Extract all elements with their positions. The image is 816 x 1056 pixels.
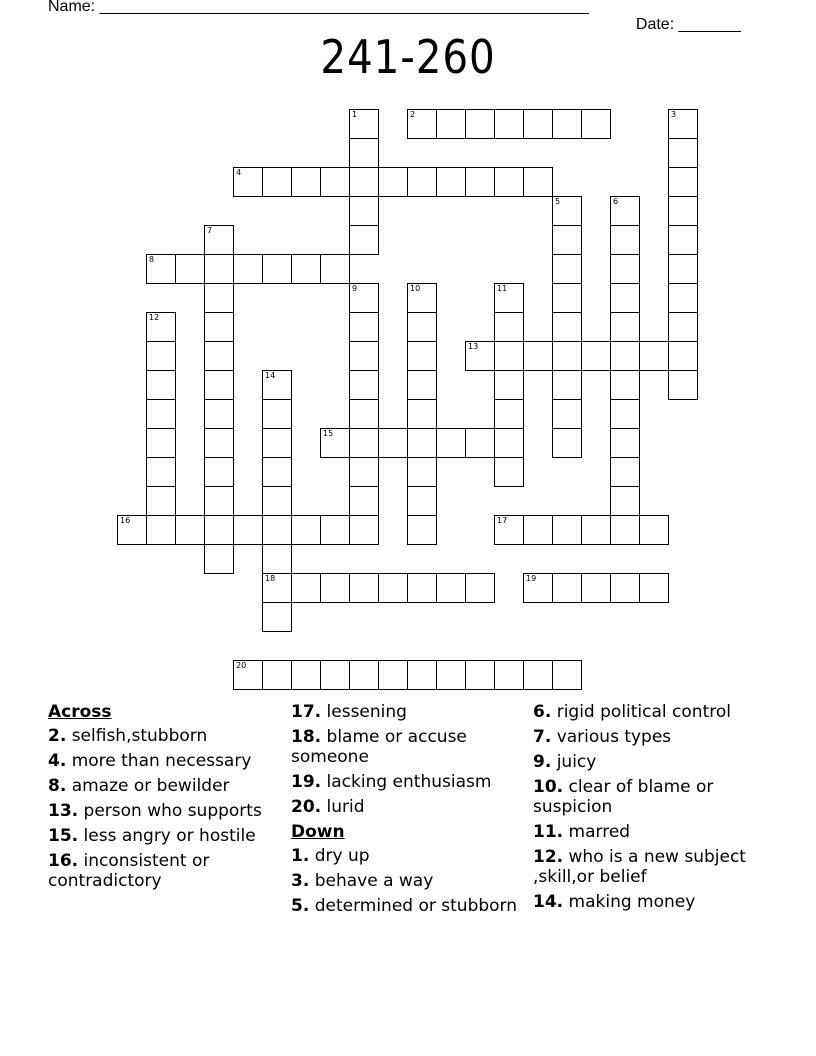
grid-cell[interactable] <box>204 225 234 255</box>
grid-cell[interactable] <box>581 109 611 139</box>
grid-cell[interactable] <box>465 660 495 690</box>
grid-cell[interactable] <box>175 515 205 545</box>
grid-cell[interactable] <box>610 486 640 516</box>
grid-cell[interactable] <box>552 660 582 690</box>
grid-cell[interactable] <box>668 341 698 371</box>
grid-cell[interactable] <box>407 428 437 458</box>
grid-cell[interactable] <box>349 283 379 313</box>
grid-cell[interactable] <box>146 370 176 400</box>
grid-cell[interactable] <box>349 196 379 226</box>
grid-cell[interactable] <box>668 370 698 400</box>
clues-column-1 <box>48 702 288 896</box>
grid-cell[interactable] <box>668 167 698 197</box>
clue-number: 7 <box>207 226 213 235</box>
grid-cell[interactable] <box>349 109 379 139</box>
grid-cell[interactable] <box>262 254 292 284</box>
grid-cell[interactable] <box>523 573 553 603</box>
grid-cell[interactable] <box>320 573 350 603</box>
grid-cell[interactable] <box>146 515 176 545</box>
grid-cell[interactable] <box>320 660 350 690</box>
grid-cell[interactable] <box>146 341 176 371</box>
grid-cell[interactable] <box>320 515 350 545</box>
grid-cell[interactable] <box>146 399 176 429</box>
grid-cell[interactable] <box>523 341 553 371</box>
clue-down-1: 1. dry up <box>291 846 370 866</box>
grid-cell[interactable] <box>204 544 234 574</box>
grid-cell[interactable] <box>552 225 582 255</box>
grid-cell[interactable] <box>204 486 234 516</box>
clue-number: 17 <box>497 516 508 525</box>
grid-cell[interactable] <box>349 312 379 342</box>
grid-cell[interactable] <box>349 341 379 371</box>
grid-cell[interactable] <box>494 515 524 545</box>
grid-cell[interactable] <box>204 515 234 545</box>
grid-cell[interactable] <box>465 428 495 458</box>
grid-cell[interactable] <box>407 515 437 545</box>
grid-cell[interactable] <box>436 109 466 139</box>
grid-cell[interactable] <box>552 515 582 545</box>
grid-cell[interactable] <box>117 515 147 545</box>
grid-cell[interactable] <box>349 660 379 690</box>
grid-cell[interactable] <box>494 283 524 313</box>
grid-cell[interactable] <box>407 399 437 429</box>
grid-cell[interactable] <box>610 283 640 313</box>
grid-cell[interactable] <box>378 573 408 603</box>
grid-cell[interactable] <box>204 370 234 400</box>
grid-cell[interactable] <box>494 428 524 458</box>
clue-down-7: 7. various types <box>533 727 672 747</box>
grid-cell[interactable] <box>204 399 234 429</box>
grid-cell[interactable] <box>262 428 292 458</box>
clue-across-20: 20. lurid <box>291 797 365 817</box>
grid-cell[interactable] <box>668 138 698 168</box>
grid-cell[interactable] <box>465 109 495 139</box>
clue-number: 8 <box>149 255 155 264</box>
grid-cell[interactable] <box>349 399 379 429</box>
grid-cell[interactable] <box>233 515 263 545</box>
grid-cell[interactable] <box>320 428 350 458</box>
grid-cell[interactable] <box>436 167 466 197</box>
grid-cell[interactable] <box>581 515 611 545</box>
grid-cell[interactable] <box>610 341 640 371</box>
clue-across-4: 4. more than necessary <box>48 751 252 771</box>
grid-cell[interactable] <box>204 341 234 371</box>
grid-cell[interactable] <box>494 312 524 342</box>
grid-cell[interactable] <box>465 573 495 603</box>
grid-cell[interactable] <box>291 515 321 545</box>
clue-number: 15 <box>323 429 334 438</box>
grid-cell[interactable] <box>436 573 466 603</box>
grid-cell[interactable] <box>407 457 437 487</box>
clue-down-6: 6. rigid political control <box>533 702 731 722</box>
grid-cell[interactable] <box>494 399 524 429</box>
grid-cell[interactable] <box>349 225 379 255</box>
grid-cell[interactable] <box>407 486 437 516</box>
grid-cell[interactable] <box>465 341 495 371</box>
grid-cell[interactable] <box>262 573 292 603</box>
clue-across-19: 19. lacking enthusiasm <box>291 772 492 792</box>
grid-cell[interactable] <box>581 341 611 371</box>
grid-cell[interactable] <box>465 167 495 197</box>
grid-cell[interactable] <box>610 515 640 545</box>
grid-cell[interactable] <box>175 254 205 284</box>
date-label: Date: <box>635 16 675 33</box>
grid-cell[interactable] <box>668 109 698 139</box>
grid-cell[interactable] <box>262 399 292 429</box>
grid-cell[interactable] <box>349 370 379 400</box>
grid-cell[interactable] <box>552 109 582 139</box>
name-label: Name: <box>48 0 96 15</box>
grid-cell[interactable] <box>320 167 350 197</box>
grid-cell[interactable] <box>233 660 263 690</box>
grid-cell[interactable] <box>494 109 524 139</box>
grid-cell[interactable] <box>639 341 669 371</box>
grid-cell[interactable] <box>262 660 292 690</box>
grid-cell[interactable] <box>668 312 698 342</box>
clue-number: 10 <box>410 284 421 293</box>
clue-number: 1 <box>352 110 358 119</box>
grid-cell[interactable] <box>349 457 379 487</box>
grid-cell[interactable] <box>494 370 524 400</box>
grid-cell[interactable] <box>204 254 234 284</box>
grid-cell[interactable] <box>407 660 437 690</box>
grid-cell[interactable] <box>668 254 698 284</box>
grid-cell[interactable] <box>233 254 263 284</box>
clue-across-18: 18. blame or accuse someone <box>291 727 467 767</box>
grid-cell[interactable] <box>552 428 582 458</box>
grid-cell[interactable] <box>146 312 176 342</box>
grid-cell[interactable] <box>204 312 234 342</box>
grid-cell[interactable] <box>552 312 582 342</box>
clues-column-2 <box>291 702 531 921</box>
grid-cell[interactable] <box>610 399 640 429</box>
clue-number: 19 <box>526 574 537 583</box>
grid-cell[interactable] <box>146 457 176 487</box>
grid-cell[interactable] <box>291 167 321 197</box>
grid-cell[interactable] <box>349 167 379 197</box>
name-blank[interactable]: _______________________________________________________ <box>95 0 589 15</box>
clue-number: 4 <box>236 168 242 177</box>
clue-number: 18 <box>265 574 276 583</box>
clue-across-15: 15. less angry or hostile <box>48 826 256 846</box>
clue-down-14: 14. making money <box>533 892 696 912</box>
grid-cell[interactable] <box>204 428 234 458</box>
grid-cell[interactable] <box>494 341 524 371</box>
grid-cell[interactable] <box>523 660 553 690</box>
grid-cell[interactable] <box>262 167 292 197</box>
grid-cell[interactable] <box>349 428 379 458</box>
clue-number: 3 <box>671 110 677 119</box>
grid-cell[interactable] <box>407 573 437 603</box>
grid-cell[interactable] <box>523 109 553 139</box>
grid-cell[interactable] <box>407 283 437 313</box>
grid-cell[interactable] <box>436 428 466 458</box>
clue-down-10: 10. clear of blame or suspicion <box>533 777 714 817</box>
grid-cell[interactable] <box>610 254 640 284</box>
grid-cell[interactable] <box>523 515 553 545</box>
grid-cell[interactable] <box>262 457 292 487</box>
grid-cell[interactable] <box>407 167 437 197</box>
clue-number: 13 <box>468 342 479 351</box>
grid-cell[interactable] <box>378 660 408 690</box>
clue-number: 16 <box>120 516 131 525</box>
grid-cell[interactable] <box>494 660 524 690</box>
clues-column-3 <box>533 702 773 917</box>
grid-cell[interactable] <box>552 283 582 313</box>
clue-number: 12 <box>149 313 160 322</box>
page-title: 241-260 <box>320 30 496 84</box>
grid-cell[interactable] <box>610 196 640 226</box>
grid-cell[interactable] <box>146 254 176 284</box>
grid-cell[interactable] <box>552 399 582 429</box>
grid-cell[interactable] <box>581 573 611 603</box>
clue-down-5: 5. determined or stubborn <box>291 896 518 916</box>
clue-across-13: 13. person who supports <box>48 801 262 821</box>
grid-cell[interactable] <box>668 196 698 226</box>
down-heading: Down <box>291 822 345 842</box>
grid-cell[interactable] <box>552 341 582 371</box>
clue-down-3: 3. behave a way <box>291 871 434 891</box>
grid-cell[interactable] <box>262 515 292 545</box>
clue-down-11: 11. marred <box>533 822 631 842</box>
clue-number: 6 <box>613 197 619 206</box>
grid-cell[interactable] <box>668 283 698 313</box>
clue-down-9: 9. juicy <box>533 752 597 772</box>
grid-cell[interactable] <box>204 283 234 313</box>
grid-cell[interactable] <box>204 457 234 487</box>
grid-cell[interactable] <box>262 486 292 516</box>
grid-cell[interactable] <box>494 167 524 197</box>
grid-cell[interactable] <box>349 138 379 168</box>
clue-number: 11 <box>497 284 508 293</box>
grid-cell[interactable] <box>610 225 640 255</box>
grid-cell[interactable] <box>610 573 640 603</box>
grid-cell[interactable] <box>349 486 379 516</box>
grid-cell[interactable] <box>233 167 263 197</box>
grid-cell[interactable] <box>262 544 292 574</box>
clue-number: 5 <box>555 197 561 206</box>
grid-cell[interactable] <box>668 225 698 255</box>
clue-number: 20 <box>236 661 247 670</box>
grid-cell[interactable] <box>146 486 176 516</box>
clue-down-12: 12. who is a new subject ,skill,or belief <box>533 847 746 887</box>
grid-cell[interactable] <box>610 428 640 458</box>
clue-across-2: 2. selfish,stubborn <box>48 726 208 746</box>
grid-cell[interactable] <box>639 573 669 603</box>
grid-cell[interactable] <box>639 515 669 545</box>
grid-cell[interactable] <box>494 457 524 487</box>
grid-cell[interactable] <box>291 660 321 690</box>
clue-number: 9 <box>352 284 358 293</box>
clue-number: 2 <box>410 110 416 119</box>
grid-cell[interactable] <box>552 254 582 284</box>
grid-cell[interactable] <box>552 573 582 603</box>
grid-cell[interactable] <box>378 167 408 197</box>
clue-across-17: 17. lessening <box>291 702 407 722</box>
grid-cell[interactable] <box>349 573 379 603</box>
grid-cell[interactable] <box>262 370 292 400</box>
grid-cell[interactable] <box>552 196 582 226</box>
grid-cell[interactable] <box>291 254 321 284</box>
grid-cell[interactable] <box>291 573 321 603</box>
grid-cell[interactable] <box>378 428 408 458</box>
grid-cell[interactable] <box>407 341 437 371</box>
date-blank[interactable]: _______ <box>674 16 741 33</box>
grid-cell[interactable] <box>407 370 437 400</box>
grid-cell[interactable] <box>436 660 466 690</box>
grid-cell[interactable] <box>320 254 350 284</box>
grid-cell[interactable] <box>407 312 437 342</box>
clue-number: 14 <box>265 371 276 380</box>
grid-cell[interactable] <box>610 370 640 400</box>
clue-across-8: 8. amaze or bewilder <box>48 776 230 796</box>
grid-cell[interactable] <box>146 428 176 458</box>
grid-cell[interactable] <box>262 602 292 632</box>
grid-cell[interactable] <box>407 109 437 139</box>
grid-cell[interactable] <box>610 312 640 342</box>
grid-cell[interactable] <box>610 457 640 487</box>
clue-across-16: 16. inconsistent or contradictory <box>48 851 210 891</box>
across-heading: Across <box>48 702 112 722</box>
grid-cell[interactable] <box>349 515 379 545</box>
grid-cell[interactable] <box>552 370 582 400</box>
grid-cell[interactable] <box>523 167 553 197</box>
